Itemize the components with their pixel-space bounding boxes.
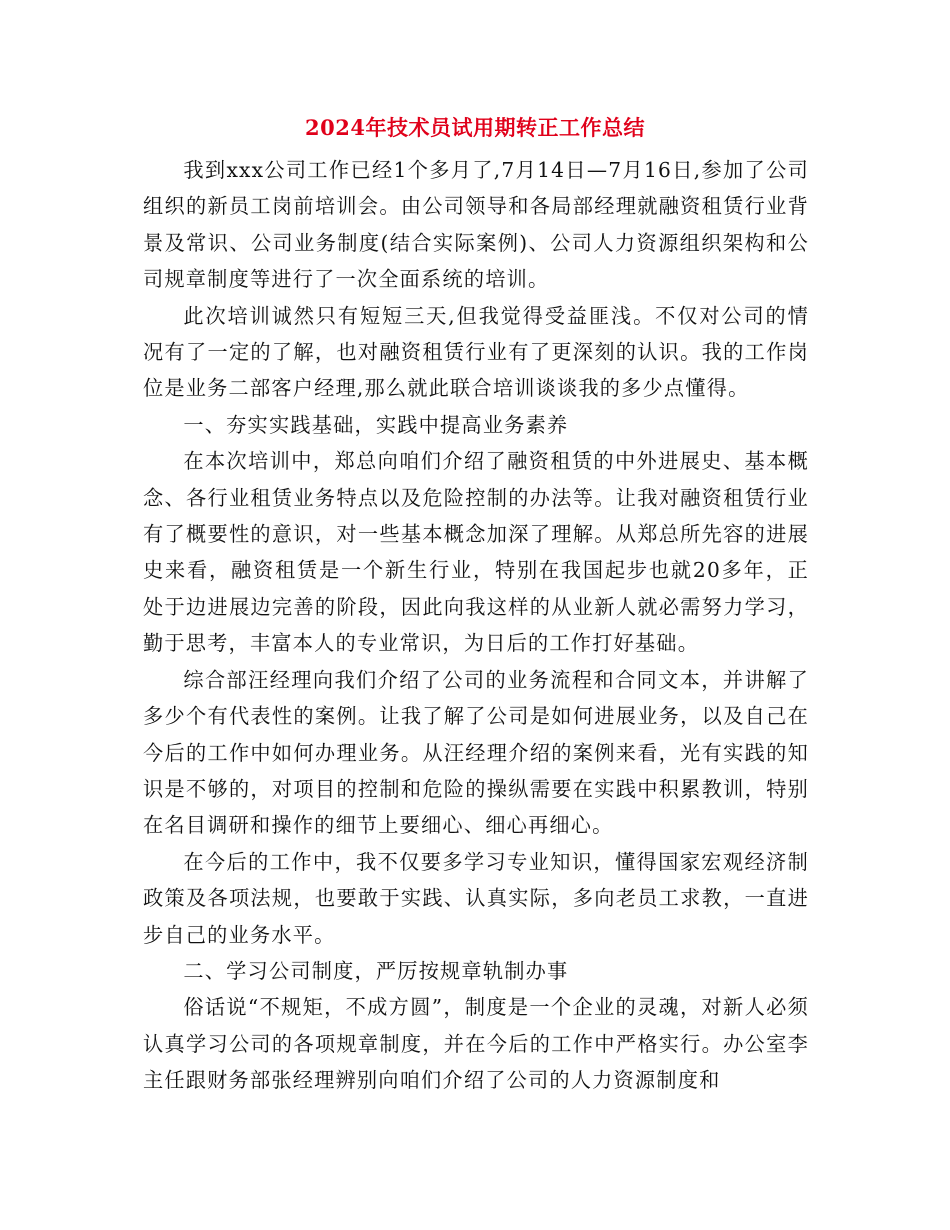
paragraph: 此次培训诚然只有短短三天,但我觉得受益匪浅。不仅对公司的情况有了一定的了解，也对融资租赁行业有了更深刻的认识。我的工作岗位是业务二部客户经理,那么就此联合培训谈谈我的多少点懂得。: [143, 303, 809, 401]
document-title: 2024年技术员试用期转正工作总结: [305, 115, 645, 140]
paragraph: 在本次培训中，郑总向咱们介绍了融资租赁的中外进展史、基本概念、各行业租赁业务特点以及危险控制的办法等。让我对融资租赁行业有了概要性的意识，对一些基本概念加深了理解。从郑总所先容的进展史来看，融资租赁是一个新生行业，特别在我国起步也就20多年，正处于边进展边完善的阶段，因此向我这样的从业新人就必需努力学习，勤于思考，丰富本人的专业常识，为日后的工作打好基础。: [143, 449, 809, 656]
document-body: [143, 152, 809, 1099]
section-heading: 一、夯实实践基础，实践中提高业务素养: [183, 412, 569, 437]
section-heading: 二、学习公司制度，严厉按规章轨制办事: [183, 958, 569, 983]
paragraph: 在今后的工作中，我不仅要多学习专业知识，懂得国家宏观经济制政策及各项法规，也要敢于实践、认真实际，多向老员工求教，一直进步自己的业务水平。: [143, 849, 809, 947]
paragraph: 俗话说“不规矩，不成方圆”，制度是一个企业的灵魂，对新人必须认真学习公司的各项规章制度，并在今后的工作中严格实行。办公室李主任跟财务部张经理辨别向咱们介绍了公司的人力资源制度和: [143, 995, 809, 1093]
paragraph: 我到xxx公司工作已经1个多月了,7月14日—7月16日,参加了公司组织的新员工岗前培训会。由公司领导和各局部经理就融资租赁行业背景及常识、公司业务制度(结合实际案例)、公司人力资源组织架构和公司规章制度等进行了一次全面系统的培训。: [143, 158, 809, 292]
paragraph: 综合部汪经理向我们介绍了公司的业务流程和合同文本，并讲解了多少个有代表性的案例。让我了解了公司是如何进展业务，以及自己在今后的工作中如何办理业务。从汪经理介绍的案例来看，光有实践的知识是不够的，对项目的控制和危险的操纵需要在实践中积累教训，特别在名目调研和操作的细节上要细心、细心再细心。: [143, 667, 809, 838]
